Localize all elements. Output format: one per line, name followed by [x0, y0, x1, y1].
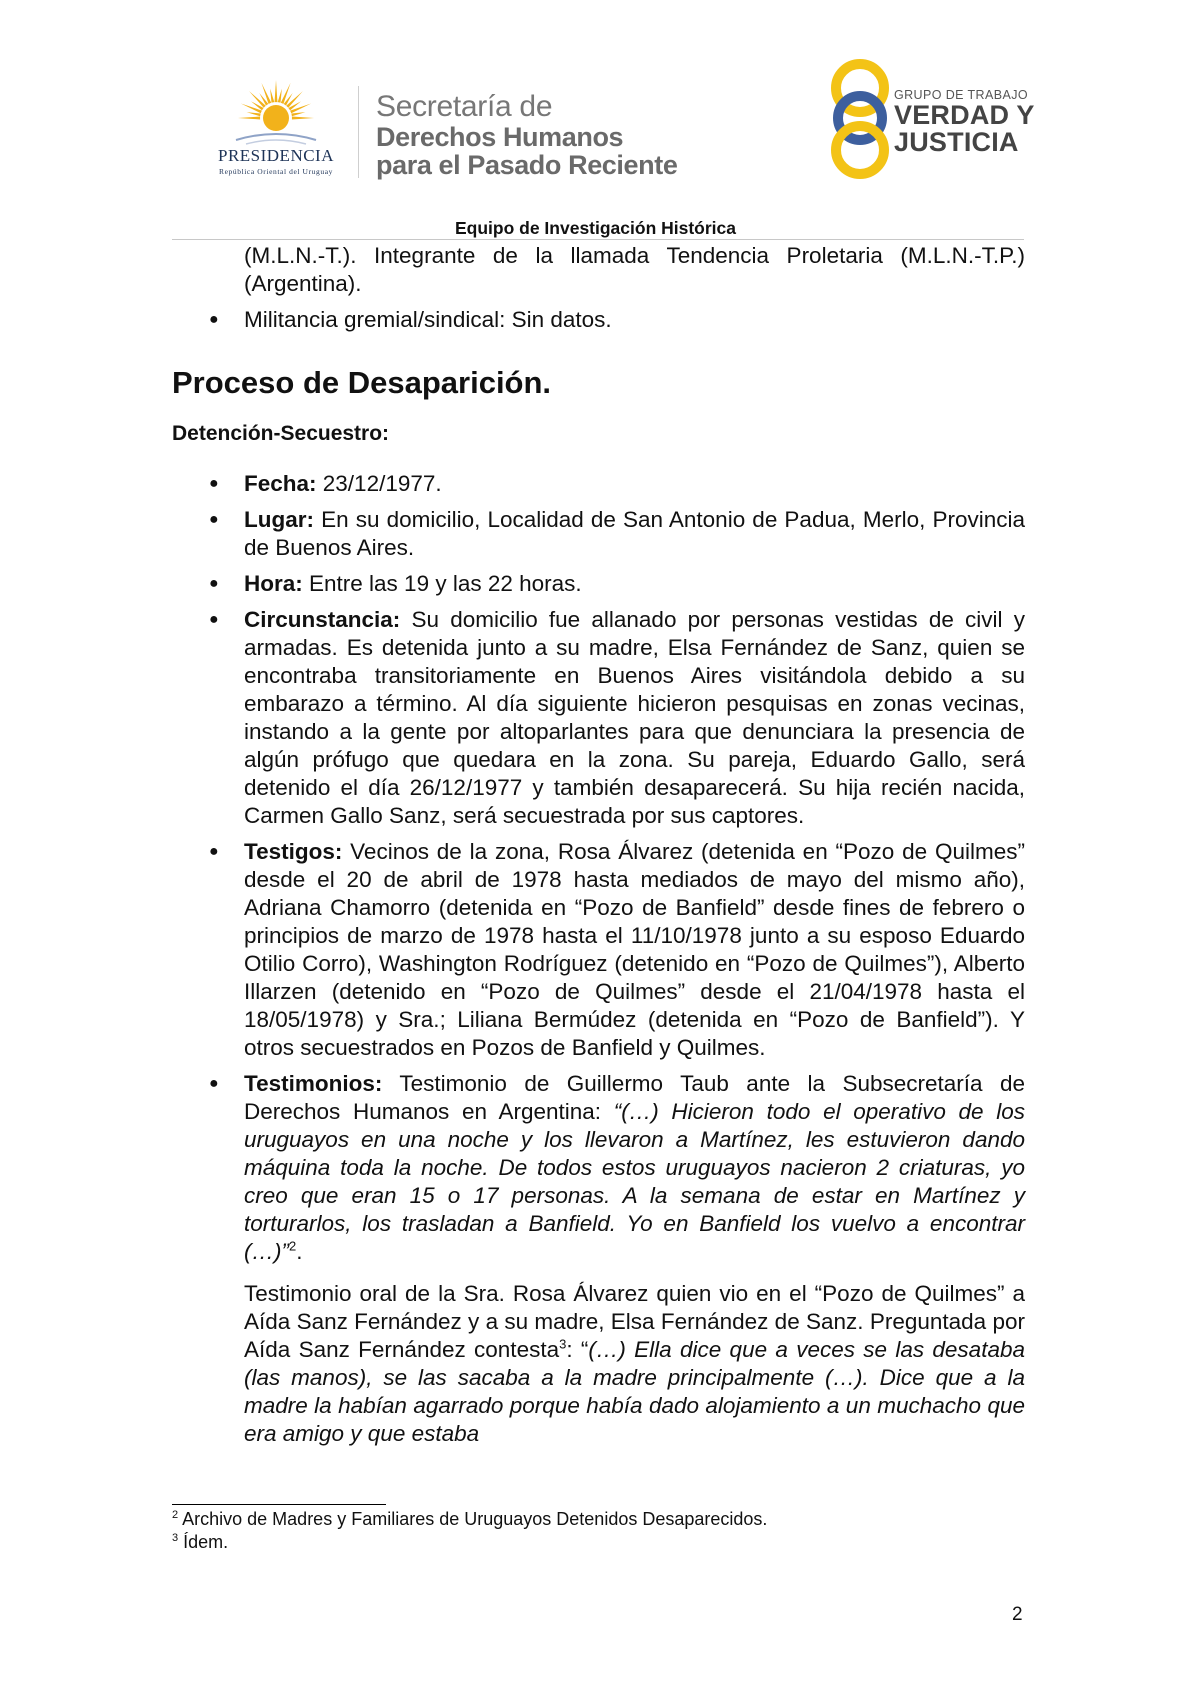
section-title: Proceso de Desaparición. — [172, 365, 552, 400]
grupo-line-3: JUSTICIA — [894, 127, 1019, 157]
footnote-text: Archivo de Madres y Familiares de Uruguayos Detenidos Desaparecidos. — [178, 1509, 768, 1529]
sun-ray — [290, 103, 311, 113]
fecha-label: Fecha: — [244, 471, 317, 496]
testimonios-end: . — [296, 1239, 303, 1264]
testimonios-label: Testimonios: — [244, 1071, 383, 1096]
hora-label: Hora: — [244, 571, 303, 596]
bullet-circunstancia — [172, 606, 1025, 830]
header-rule — [172, 239, 1024, 240]
page-number: 2 — [1012, 1604, 1023, 1625]
continuation-text: (M.L.N.-T.). Integrante de la llamada Tendencia Proletaria (M.L.N.-T.P.) (Argentina). — [244, 243, 1025, 296]
footnote-num: 2 — [172, 1509, 179, 1521]
sun-ray — [238, 117, 260, 120]
team-title: Equipo de Investigación Histórica — [454, 218, 737, 238]
oral-intro: Testimonio oral de la Sra. Rosa Álvarez quien vio en el “Pozo de Quilmes” a Aída Sanz Fernández y a su madre, Elsa Fernández de Sanz. Preguntada por Aída Sanz Fernández contesta — [244, 1281, 1025, 1362]
bullet-fecha — [172, 470, 1025, 498]
testigos-label: Testigos: — [244, 839, 343, 864]
secretaria-line-1: Secretaría de — [376, 90, 553, 123]
sun-ray — [261, 83, 271, 104]
circunstancia-value: Su domicilio fue allanado por personas vestidas de civil y armadas. Es detenida junto a su madre, Elsa Fernández de Sanz, quien se encontraba transitoriamente en Buenos Aires visitándola debido a su embarazo a término. Al día siguiente hicieron pesquisas en zonas vecinas, instando a la gente por altoparlantes para que denunciara la presencia de algún prófugo que quedara en la zona. Su pareja, Eduardo Gallo, será detenido el día 26/12/1977 y también desaparecerá. Su hija recién nacida, Carmen Gallo Sanz, será secuestrada por sus captores. — [244, 607, 1025, 828]
fecha-value: 23/12/1977. — [316, 471, 442, 496]
secretaria-wordmark — [376, 90, 677, 179]
hora-value: Entre las 19 y las 22 horas. — [302, 571, 582, 596]
circunstancia-label: Circunstancia: — [244, 607, 401, 632]
oral-colon: : “ — [566, 1337, 589, 1362]
bullet-dot-icon: ● — [209, 611, 219, 628]
header-divider — [358, 86, 359, 178]
testigos-value: Vecinos de la zona, Rosa Álvarez (detenida en “Pozo de Quilmes” desde el 20 de abril de 1978 hasta mediados de mayo del mismo año), Adriana Chamorro (detenida en “Pozo de Banfield” desde fines de febrero o principios de marzo de 1978 hasta el 11/10/1978 junto a su esposo Eduardo Otilio Corro), Washington Rodríguez (detenido en “Pozo de Quilmes”), Alberto Illarzen (detenido en “Pozo de Quilmes” desde el 21/04/1978 hasta el 18/05/1978) y Sra.; Liliana Bermúdez (detenida en “Pozo de Banfield”). Y otros secuestrados en Pozos de Banfield y Quilmes. — [244, 839, 1025, 1060]
grupo-line-1: GRUPO DE TRABAJO — [894, 88, 1028, 102]
bullet-testigos — [172, 838, 1025, 1062]
footnote-ref-3: 3 — [559, 1336, 567, 1352]
footnotes — [172, 1508, 767, 1554]
bullet-hora — [172, 570, 1025, 598]
lugar-label: Lugar: — [244, 507, 314, 532]
bullet-dot-icon: ● — [209, 475, 219, 492]
sun-ray — [275, 80, 278, 102]
militancia-text: Militancia gremial/sindical: Sin datos. — [244, 307, 612, 332]
bullet-testimonios — [172, 1070, 1025, 1266]
bullet-dot-icon: ● — [209, 575, 219, 592]
sun-ray — [247, 112, 261, 116]
sun-ray — [292, 117, 314, 120]
bullet-lugar — [172, 506, 1025, 562]
testimonios-intro: Testimonio de Guillermo Taub ante la Subsecretaría de Derechos Humanos en Argentina: — [244, 1071, 1025, 1124]
verdad-justicia-rings-logo-icon — [820, 56, 900, 180]
secretaria-line-2: Derechos Humanos — [376, 122, 624, 152]
grupo-trabajo-wordmark — [894, 88, 1035, 156]
document-body — [172, 242, 1025, 1448]
presidencia-name: PRESIDENCIA — [217, 146, 334, 165]
oral-testimony-paragraph — [244, 1280, 1025, 1448]
sun-ray — [291, 112, 305, 116]
sun-ray — [241, 103, 262, 113]
bullet-dot-icon: ● — [209, 1075, 219, 1092]
presidencia-subtitle: República Oriental del Uruguay — [218, 167, 333, 176]
oral-quote: (…) Ella dice que a veces se las desataba (las manos), se las sacaba a la madre principalmente (…). Dice que a la madre la habían agarrado porque había dado alojamiento a un muchacho que era amigo y que estaba — [244, 1337, 1025, 1446]
subsection-title: Detención-Secuestro: — [172, 422, 390, 445]
presidencia-wordmark — [196, 146, 356, 176]
footnote-num: 3 — [172, 1532, 179, 1544]
testimonios-quote: “(…) Hicieron todo el operativo de los uruguayos en una noche y los llevaron a Martínez, les estuvieron dando máquina toda la noche. De todos estos uruguayos nacieron 2 criaturas, yo creo que eran 15 o 17 personas. A la semana de estar en Martínez y torturarlos, los trasladan a Banfield. Yo en Banfield los vuelvo a encontrar (…)” — [244, 1099, 1025, 1264]
footnote-text: Ídem. — [178, 1532, 229, 1552]
grupo-line-2: VERDAD Y — [894, 100, 1035, 130]
bullet-dot-icon: ● — [209, 843, 219, 860]
secretaria-line-3: para el Pasado Reciente — [376, 150, 678, 180]
footnote-ref-2: 2 — [288, 1238, 297, 1254]
sun-ray — [278, 89, 282, 103]
bullet-dot-icon: ● — [209, 511, 219, 528]
sun-ray — [270, 89, 274, 103]
lugar-value: En su domicilio, Localidad de San Antonio de Padua, Merlo, Provincia de Buenos Aires. — [244, 507, 1025, 560]
bullet-militancia — [172, 306, 1025, 334]
sun-ray — [281, 83, 291, 104]
bullet-dot-icon: ● — [209, 311, 219, 328]
page-header — [0, 0, 1191, 250]
footnote-rule — [172, 1504, 386, 1505]
footnote-3 — [172, 1531, 767, 1554]
footnote-2 — [172, 1508, 767, 1531]
